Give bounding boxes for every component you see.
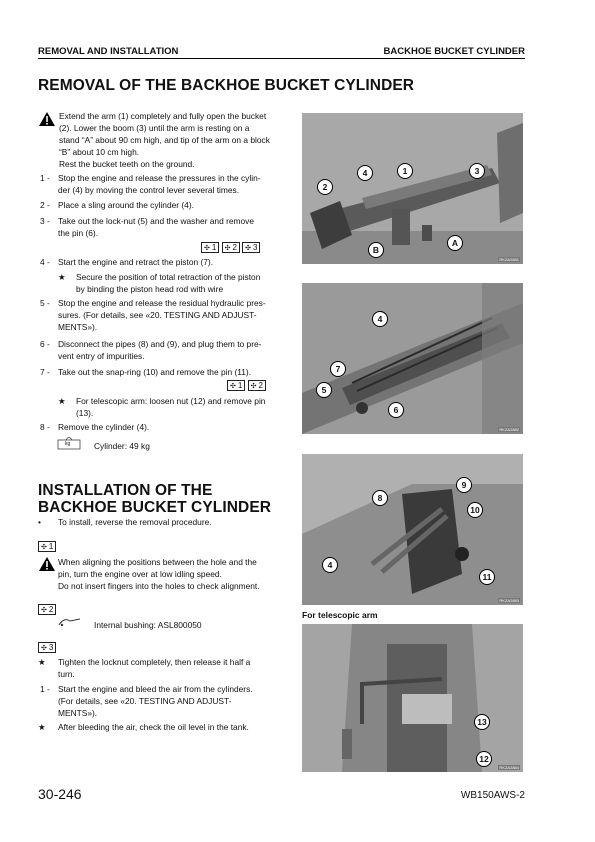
callout-bucket: 2	[317, 179, 333, 195]
internal-bushing: Internal bushing: ASL800050	[94, 620, 202, 630]
model-number: WB150AWS-2	[460, 790, 525, 801]
callout-block-b: B	[368, 242, 384, 258]
installation-ref-symbol: ✣ 3	[242, 242, 260, 253]
bullet-icon: •	[38, 517, 41, 527]
star-icon: ★	[58, 272, 66, 282]
photo-telescopic-arm	[302, 624, 523, 772]
removal-title: REMOVAL OF THE BACKHOE BUCKET CYLINDER	[38, 77, 415, 94]
installation-ref-symbol: ✣ 1	[38, 541, 56, 552]
removal-step-3	[40, 215, 286, 239]
callout-snap-ring: 10	[467, 502, 483, 518]
step4-note	[76, 271, 291, 295]
step-line: Start the engine and retract the piston (7).	[58, 257, 214, 267]
install-reverse-instruction: To install, reverse the removal procedure.	[58, 517, 212, 527]
step-number: 2 -	[40, 200, 50, 210]
removal-step-2	[40, 199, 286, 211]
removal-step-8	[40, 421, 286, 433]
installation-title-line: BACKHOE BUCKET CYLINDER	[38, 499, 272, 516]
callout-pin: 6	[388, 402, 404, 418]
callout-arm: 1	[397, 163, 413, 179]
callout-lock-nut: 5	[316, 382, 332, 398]
header-section-title: REMOVAL AND INSTALLATION	[38, 46, 179, 57]
installation-ref-symbol: ✣ 2	[222, 242, 240, 253]
step-line: (For details, see «20. TESTING AND ADJUST-	[58, 696, 232, 706]
warning-line: Do not insert fingers into the holes to check alignment.	[58, 581, 260, 591]
callout-pipe-8: 8	[372, 490, 388, 506]
installation-title	[38, 482, 271, 516]
step-line: Stop the engine and release the residual hydraulic pres-	[58, 298, 266, 308]
note-line: For telescopic arm: loosen nut (12) and remove pin	[76, 396, 266, 406]
step-number: 6 -	[40, 339, 50, 349]
photo-code: RKZA2882	[499, 427, 519, 432]
warning-line: pin, turn the engine over at low idling speed.	[58, 569, 222, 579]
warning-line: When aligning the positions between the hole and the	[58, 557, 257, 567]
warning-line: (2). Lower the boom (3) until the arm is resting on a	[59, 123, 250, 133]
star-icon: ★	[38, 657, 46, 667]
grease-icon	[58, 614, 82, 632]
warning-line: Extend the arm (1) completely and fully open the bucket	[59, 111, 267, 121]
photo-code: RKZA2884	[499, 765, 519, 770]
photo-cylinder-pin-removal	[302, 283, 523, 434]
callout-pin-11: 11	[479, 569, 495, 585]
installation-title-line: INSTALLATION OF THE	[38, 482, 213, 499]
callout-stand-a: A	[447, 235, 463, 251]
installation-ref-symbol: ✣ 1	[227, 380, 245, 391]
installation-ref-symbol: ✣ 2	[248, 380, 266, 391]
photo-code: RKZA2881	[499, 257, 519, 262]
callout-piston: 7	[330, 361, 346, 377]
step-line: Take out the snap-ring (10) and remove the pin (11).	[58, 367, 252, 377]
warning-icon	[38, 111, 58, 132]
photo-cylinder-illustration	[302, 283, 523, 434]
header-rule	[38, 58, 525, 59]
warning-icon	[38, 556, 56, 577]
step-number: 7 -	[40, 367, 50, 377]
removal-step-1	[40, 172, 286, 196]
removal-step-4	[40, 256, 286, 268]
step3-references	[201, 242, 260, 253]
callout-pipe-9: 9	[456, 477, 472, 493]
weight-icon-label: kg	[65, 441, 71, 447]
step-line: MENTS»).	[58, 708, 98, 718]
note-line: Secure the position of total retraction of the piston	[76, 272, 261, 282]
photo-backhoe-arm-illustration	[302, 113, 523, 264]
step-line: Place a sling around the cylinder (4).	[58, 200, 194, 210]
removal-step-7	[40, 366, 286, 378]
step-line: MENTS»).	[58, 322, 98, 332]
callout-pin-13: 13	[474, 714, 490, 730]
step-line: Take out the lock-nut (5) and the washer and remove	[58, 216, 254, 226]
oil-level-note: After bleeding the air, check the oil level in the tank.	[58, 722, 249, 732]
note-line: by binding the piston head rod with wire	[76, 284, 224, 294]
photo-backhoe-arm-on-stand	[302, 113, 523, 264]
star-icon: ★	[58, 396, 66, 406]
callout-cylinder: 4	[372, 311, 388, 327]
step-number: 8 -	[40, 422, 50, 432]
install-ref-1	[38, 538, 56, 556]
install-warning-text	[58, 556, 290, 592]
installation-ref-symbol: ✣ 1	[201, 242, 219, 253]
callout-cylinder: 4	[357, 165, 373, 181]
step7-note	[76, 395, 291, 419]
photo-pipe-disconnection	[302, 454, 523, 605]
note-line: turn.	[58, 669, 75, 679]
photo-telescopic-illustration	[302, 624, 523, 772]
install-step-1	[40, 683, 286, 719]
callout-nut-12: 12	[476, 751, 492, 767]
step-line: Disconnect the pipes (8) and (9), and plug them to pre-	[58, 339, 262, 349]
photo-code: RKZA2883	[499, 598, 519, 603]
star-icon: ★	[38, 722, 46, 732]
photo4-caption: For telescopic arm	[302, 610, 378, 620]
step-line: the pin (6).	[58, 228, 99, 238]
step7-references	[227, 380, 266, 391]
note-line: (13).	[76, 408, 94, 418]
warning-line: “B” about 10 cm high.	[59, 147, 140, 157]
callout-boom: 3	[469, 163, 485, 179]
step-line: sures. (For details, see «20. TESTING AND ADJUST-	[58, 310, 257, 320]
step-line: vent entry of impurities.	[58, 351, 145, 361]
step-number: 5 -	[40, 298, 50, 308]
install-ref-2	[38, 601, 56, 619]
removal-step-5	[40, 297, 286, 333]
cylinder-weight: Cylinder: 49 kg	[94, 441, 150, 451]
locknut-note	[58, 656, 290, 680]
weight-icon	[57, 435, 81, 450]
step-number: 1 -	[40, 173, 50, 183]
step-line: Remove the cylinder (4).	[58, 422, 150, 432]
warning-line: Rest the bucket teeth on the ground.	[59, 159, 195, 169]
step-number: 3 -	[40, 216, 50, 226]
page-number: 30-246	[38, 786, 82, 802]
step-line: der (4) by moving the control lever several times.	[58, 185, 240, 195]
note-line: Tighten the locknut completely, then release it half a	[58, 657, 251, 667]
step-number: 1 -	[40, 684, 50, 694]
installation-ref-symbol: ✣ 2	[38, 604, 56, 615]
step-number: 4 -	[40, 257, 50, 267]
header-component-title: BACKHOE BUCKET CYLINDER	[383, 46, 525, 57]
step-line: Stop the engine and release the pressures in the cylin-	[58, 173, 261, 183]
removal-warning-text	[59, 110, 289, 170]
removal-step-6	[40, 338, 286, 362]
callout-cylinder: 4	[322, 557, 338, 573]
step-line: Start the engine and bleed the air from the cylinders.	[58, 684, 253, 694]
install-ref-3	[38, 639, 56, 657]
warning-line: stand “A” about 90 cm high, and tip of the arm on a block	[59, 135, 270, 145]
installation-ref-symbol: ✣ 3	[38, 642, 56, 653]
